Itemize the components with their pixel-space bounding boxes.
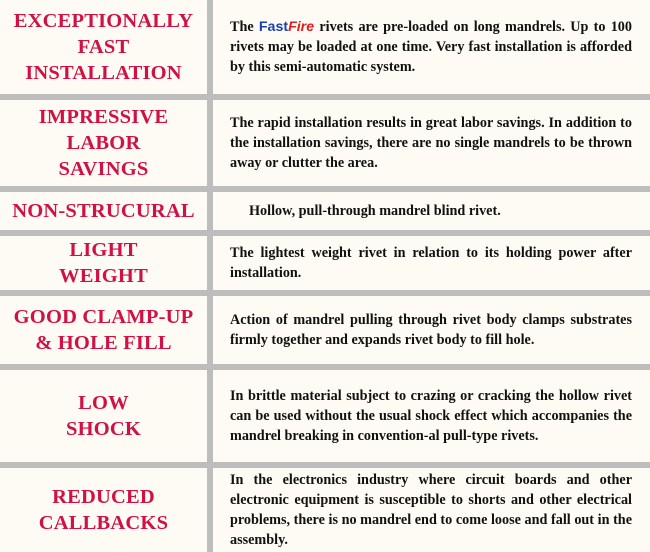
description-text: Hollow, pull-through mandrel blind rivet. <box>249 203 501 219</box>
feature-title-line: REDUCED <box>52 486 155 508</box>
feature-title-line: & HOLE FILL <box>35 332 172 354</box>
feature-row-non-structural <box>0 192 650 230</box>
feature-description <box>230 236 632 290</box>
feature-title <box>0 296 207 364</box>
feature-description <box>230 0 632 94</box>
feature-title-line: SAVINGS <box>58 158 149 180</box>
feature-title-line: WEIGHT <box>59 265 148 287</box>
feature-title-line: IMPRESSIVE <box>38 106 169 128</box>
description-text: rivets are pre-loaded on long mandrels. Up to 100 rivets may be loaded at one time. Very fast installation is afforded by this semi-automatic system. <box>230 19 632 75</box>
feature-title-line: LABOR <box>66 132 141 154</box>
feature-row-reduced-callbacks <box>0 468 650 552</box>
feature-title-line: LOW <box>78 392 129 414</box>
description-text: The <box>230 19 259 35</box>
description-text: Action of mandrel pulling through rivet body clamps substrates firmly together and expands rivet body to fill hole. <box>230 312 632 348</box>
feature-title-line: LIGHT <box>69 239 138 261</box>
feature-title <box>0 100 207 186</box>
feature-description <box>230 370 632 462</box>
feature-title-line: NON-STRUCURAL <box>12 200 195 222</box>
feature-title-line: INSTALLATION <box>25 62 182 84</box>
feature-row-low-shock <box>0 370 650 462</box>
feature-title <box>0 192 207 230</box>
brand-name-fire: Fire <box>288 19 315 35</box>
feature-title <box>0 0 207 94</box>
feature-title <box>0 236 207 290</box>
feature-description <box>249 192 650 230</box>
feature-title-line: CALLBACKS <box>38 512 169 534</box>
feature-title-line: EXCEPTIONALLY <box>13 10 194 32</box>
description-text: The rapid installation results in great labor savings. In addition to the installation savings, there are no single mandrels to be thrown away or clutter the area. <box>230 115 632 171</box>
feature-row-clamp-up <box>0 296 650 364</box>
feature-title <box>0 468 207 552</box>
feature-title-line: FAST <box>77 36 130 58</box>
brand-name-fast: Fast <box>258 19 289 35</box>
feature-description <box>230 468 632 552</box>
feature-title-line: SHOCK <box>65 418 142 440</box>
feature-description <box>230 100 632 186</box>
description-text: In brittle material subject to crazing or cracking the hollow rivet can be used without the usual shock effect which accompanies the mandrel breaking in convention-al pull-type rivets. <box>230 388 632 444</box>
feature-description <box>230 296 632 364</box>
feature-row-fast-installation <box>0 0 650 94</box>
feature-title-line: GOOD CLAMP-UP <box>13 306 194 328</box>
description-text: In the electronics industry where circuit boards and other electronic equipment is susceptible to shorts and other electrical problems, there is no mandrel end to come loose and fall out in the assembly. <box>230 472 632 548</box>
feature-title <box>0 370 207 462</box>
feature-row-labor-savings <box>0 100 650 186</box>
feature-row-light-weight <box>0 236 650 290</box>
description-text: The lightest weight rivet in relation to its holding power after installation. <box>230 245 632 281</box>
